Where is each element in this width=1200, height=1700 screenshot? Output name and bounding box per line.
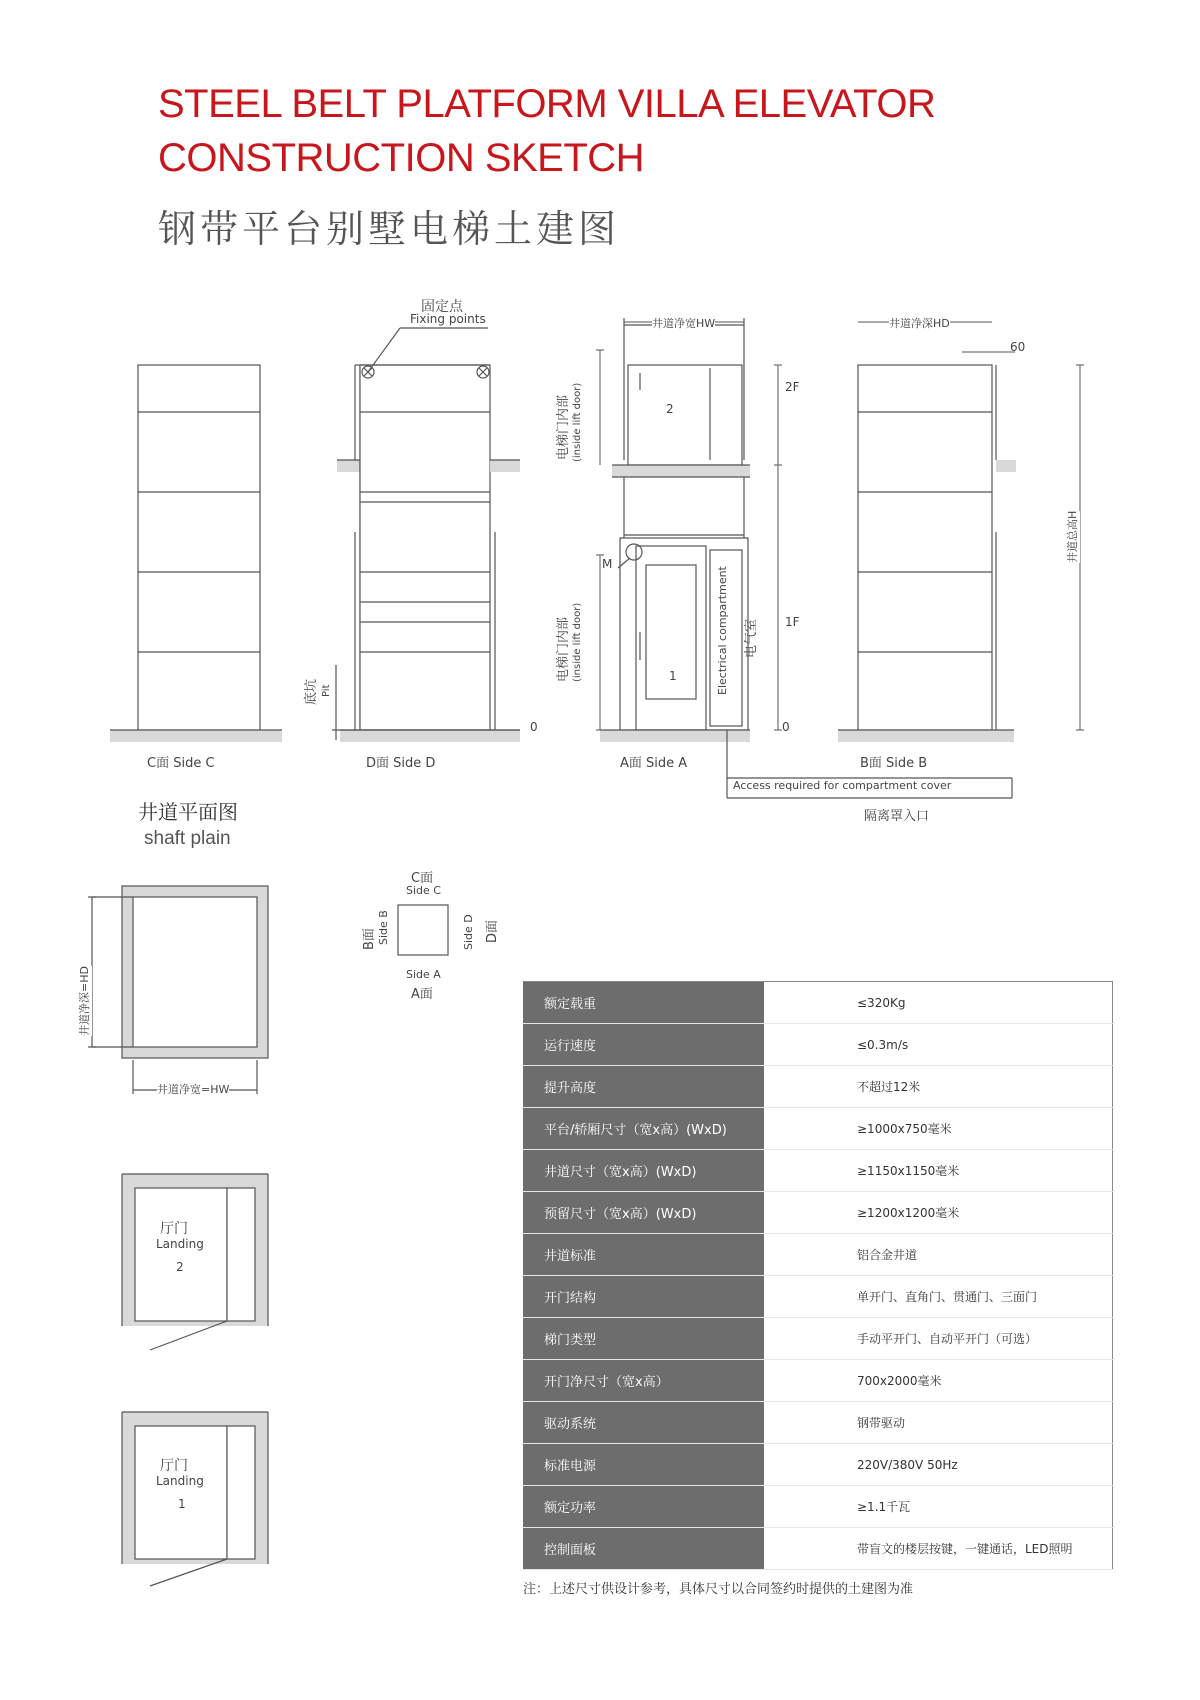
spec-value: ≥1000x750毫米 bbox=[764, 1108, 1113, 1150]
orient-a-cn: A面 bbox=[411, 987, 433, 1002]
electrical-compartment-en: Electrical compartment bbox=[716, 566, 729, 695]
spec-value: 220V/380V 50Hz bbox=[764, 1444, 1113, 1486]
dimension-60: 60 bbox=[1010, 340, 1026, 354]
title-line-2: CONSTRUCTION SKETCH bbox=[158, 136, 645, 180]
table-row bbox=[523, 1360, 1113, 1402]
spec-key: 梯门类型 bbox=[523, 1318, 764, 1360]
zero-level-a: 0 bbox=[782, 720, 790, 734]
spec-key: 平台/轿厢尺寸（宽x高）(WxD) bbox=[523, 1108, 764, 1150]
orient-a-en: Side A bbox=[406, 968, 441, 981]
table-row bbox=[523, 1318, 1113, 1360]
floor-1f-label: 1F bbox=[785, 615, 800, 629]
floor-2f-label: 2F bbox=[785, 380, 800, 394]
table-row bbox=[523, 1066, 1113, 1108]
table-row bbox=[523, 1528, 1113, 1570]
pit-label-en: Pit bbox=[321, 684, 332, 697]
spec-value: ≤0.3m/s bbox=[764, 1024, 1113, 1066]
shaft-plan-title-en: shaft plain bbox=[144, 828, 231, 849]
spec-value: ≥1200x1200毫米 bbox=[764, 1192, 1113, 1234]
spec-key: 开门净尺寸（宽x高） bbox=[523, 1360, 764, 1402]
spec-value: ≤320Kg bbox=[764, 982, 1113, 1024]
table-row bbox=[523, 1234, 1113, 1276]
inside-door-en-2f: (inside lift door) bbox=[572, 382, 583, 462]
table-row bbox=[523, 1192, 1113, 1234]
access-note-en: Access required for compartment cover bbox=[733, 779, 952, 792]
side-d-caption: D面 Side D bbox=[366, 756, 436, 771]
car-floor-1: 1 bbox=[669, 669, 677, 683]
shaft-plan-title-cn: 井道平面图 bbox=[138, 800, 238, 824]
side-a-elevation bbox=[612, 318, 750, 730]
inside-door-cn-2f: 电梯门内部 bbox=[556, 394, 571, 460]
side-d-elevation bbox=[337, 328, 495, 730]
total-height-label: 井道总高H bbox=[1066, 510, 1079, 563]
side-b-elevation bbox=[858, 365, 1016, 730]
orient-d-cn: D面 bbox=[485, 919, 500, 943]
pit-label-cn: 底坑 bbox=[304, 678, 319, 705]
side-c-elevation bbox=[138, 365, 260, 730]
title-line-1: STEEL BELT PLATFORM VILLA ELEVATOR bbox=[158, 82, 936, 126]
table-row bbox=[523, 1444, 1113, 1486]
spec-value: ≥1150x1150毫米 bbox=[764, 1150, 1113, 1192]
electrical-compartment-cn: 电气室 bbox=[744, 618, 759, 658]
spec-key: 额定功率 bbox=[523, 1486, 764, 1528]
spec-table bbox=[523, 981, 1113, 1570]
side-a-caption: A面 Side A bbox=[620, 756, 688, 771]
table-row bbox=[523, 1276, 1113, 1318]
spec-key: 井道标准 bbox=[523, 1234, 764, 1276]
table-row bbox=[523, 1150, 1113, 1192]
spec-value: 700x2000毫米 bbox=[764, 1360, 1113, 1402]
spec-key: 控制面板 bbox=[523, 1528, 764, 1570]
plan-hw-label: 井道净宽=HW bbox=[157, 1083, 230, 1096]
spec-value: 单开门、直角门、贯通门、三面门 bbox=[764, 1276, 1113, 1318]
spec-value: ≥1.1千瓦 bbox=[764, 1486, 1113, 1528]
spec-key: 井道尺寸（宽x高）(WxD) bbox=[523, 1150, 764, 1192]
landing-2-num: 2 bbox=[176, 1260, 184, 1274]
landing-2-en: Landing bbox=[156, 1237, 204, 1251]
orient-d-en: Side D bbox=[462, 914, 475, 950]
spec-key: 开门结构 bbox=[523, 1276, 764, 1318]
spec-value: 手动平开门、自动平开门（可选） bbox=[764, 1318, 1113, 1360]
table-row bbox=[523, 1108, 1113, 1150]
spec-key: 标准电源 bbox=[523, 1444, 764, 1486]
spec-key: 驱动系统 bbox=[523, 1402, 764, 1444]
landing-1-drawing bbox=[122, 1412, 268, 1586]
spec-value: 不超过12米 bbox=[764, 1066, 1113, 1108]
access-note-cn: 隔离罩入口 bbox=[864, 809, 930, 824]
footnote: 注：上述尺寸供设计参考，具体尺寸以合同签约时提供的土建图为准 bbox=[523, 1582, 914, 1597]
fixing-points-cn: 固定点 bbox=[421, 299, 463, 315]
elevation-drawings bbox=[0, 0, 1200, 830]
car-floor-2: 2 bbox=[666, 402, 674, 416]
spec-key: 提升高度 bbox=[523, 1066, 764, 1108]
landing-2-drawing bbox=[122, 1174, 268, 1350]
title-chinese: 钢带平台别墅电梯土建图 bbox=[158, 207, 621, 251]
table-row bbox=[523, 1024, 1113, 1066]
spec-value: 带盲文的楼层按键，一键通话，LED照明 bbox=[764, 1528, 1113, 1570]
table-row bbox=[523, 982, 1113, 1024]
landing-1-cn: 厅门 bbox=[160, 1458, 188, 1474]
zero-level-d: 0 bbox=[530, 720, 538, 734]
spec-value: 铝合金井道 bbox=[764, 1234, 1113, 1276]
orient-b-cn: B面 bbox=[362, 928, 377, 950]
hd-dimension-label: 井道净深HD bbox=[889, 317, 950, 330]
table-row bbox=[523, 1486, 1113, 1528]
inside-door-cn-1f: 电梯门内部 bbox=[556, 616, 571, 682]
spec-value: 钢带驱动 bbox=[764, 1402, 1113, 1444]
spec-key: 额定载重 bbox=[523, 982, 764, 1024]
spec-key: 预留尺寸（宽x高）(WxD) bbox=[523, 1192, 764, 1234]
side-c-caption: C面 Side C bbox=[147, 756, 215, 771]
landing-2-cn: 厅门 bbox=[160, 1221, 188, 1237]
table-row bbox=[523, 1402, 1113, 1444]
orient-c-en: Side C bbox=[406, 884, 441, 897]
hw-dimension-label: 井道净宽HW bbox=[652, 317, 716, 330]
landing-1-num: 1 bbox=[178, 1497, 186, 1511]
landing-1-en: Landing bbox=[156, 1474, 204, 1488]
spec-key: 运行速度 bbox=[523, 1024, 764, 1066]
inside-door-en-1f: (inside lift door) bbox=[572, 602, 583, 682]
orient-b-en: Side B bbox=[377, 910, 390, 945]
side-b-caption: B面 Side B bbox=[860, 756, 928, 771]
fixing-points-en: Fixing points bbox=[410, 312, 486, 326]
orient-c-cn: C面 bbox=[411, 871, 434, 886]
plan-hd-label: 井道净深=HD bbox=[78, 966, 91, 1036]
motor-label: M bbox=[602, 557, 613, 571]
